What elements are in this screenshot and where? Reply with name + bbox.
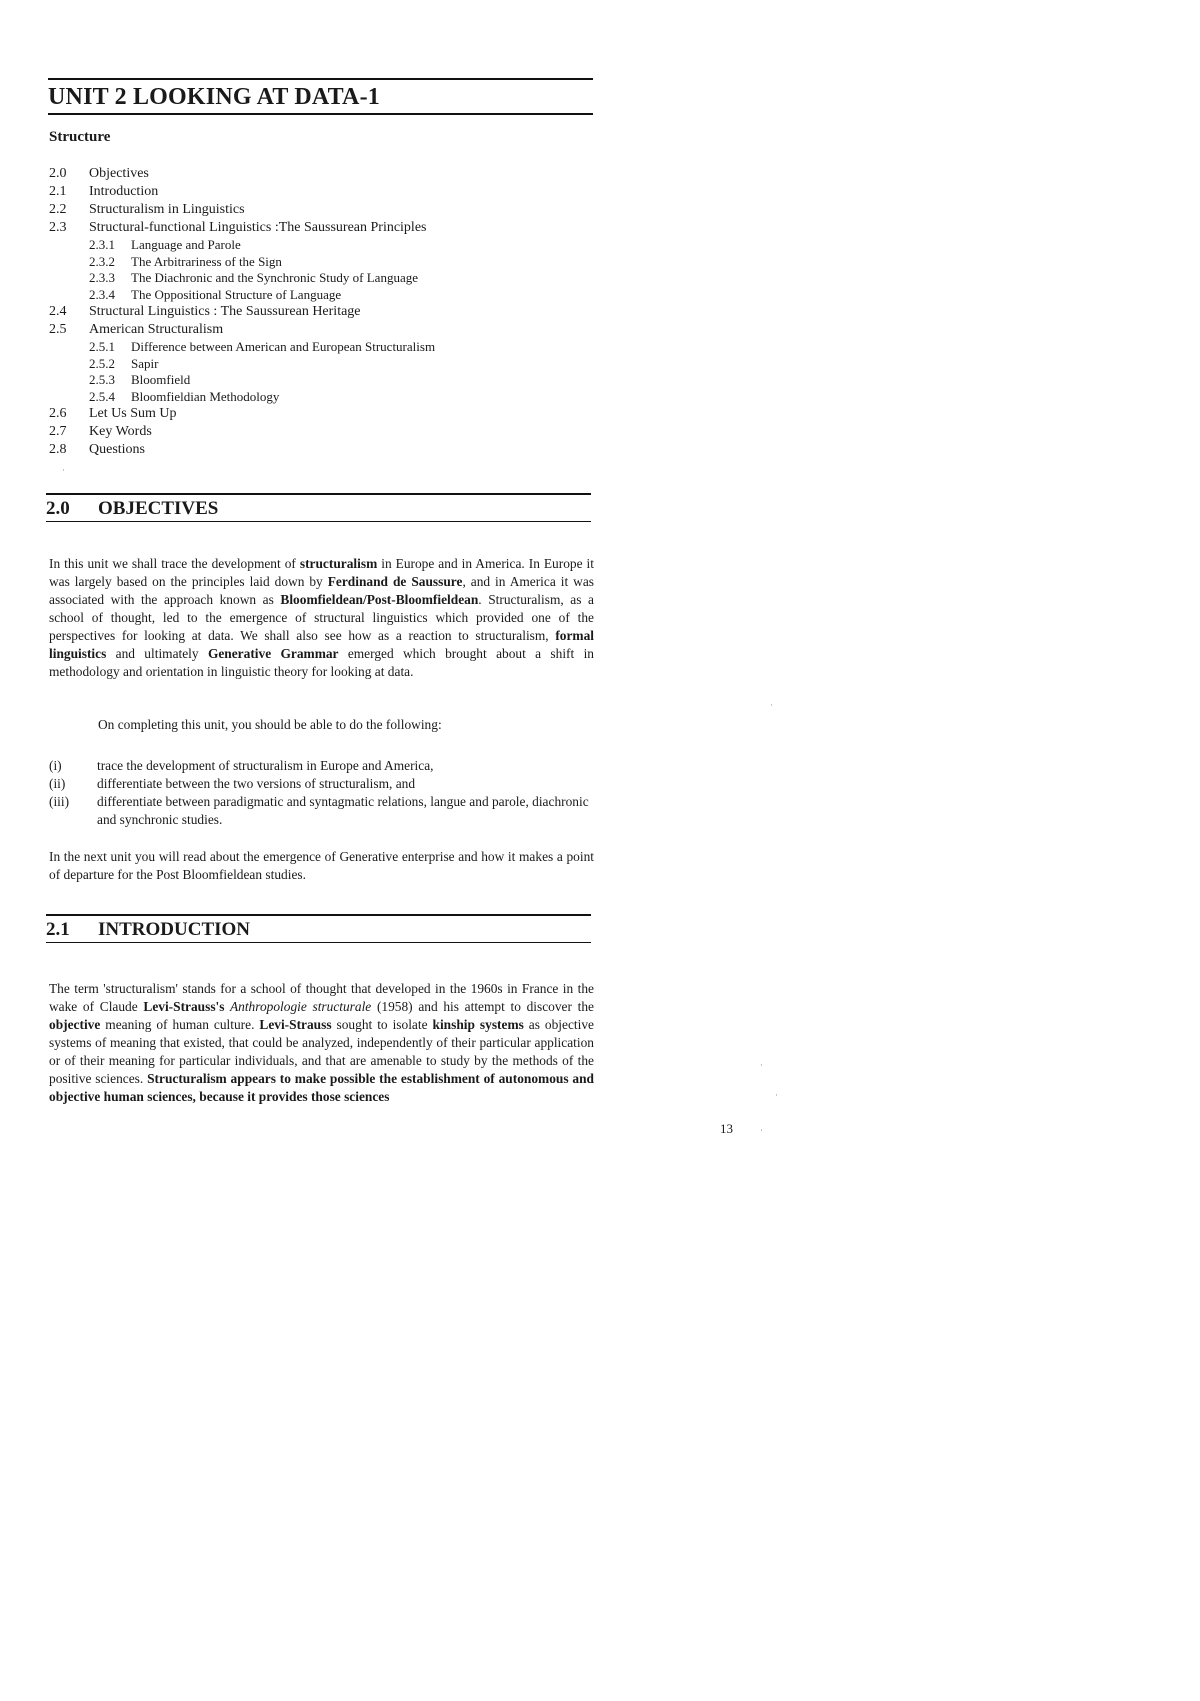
bold-term: Generative Grammar <box>207 646 339 661</box>
page-number: 13 <box>720 1121 733 1136</box>
unit-title: UNIT 2 LOOKING AT DATA-1 <box>48 78 593 115</box>
toc-number: 2.4 <box>49 304 67 319</box>
section-heading-introduction <box>46 914 591 943</box>
toc-label: Key Words <box>89 424 152 439</box>
bold-term: Bloomfieldean/Post-Bloomfieldean <box>280 592 479 607</box>
objectives-paragraph <box>49 555 594 681</box>
scan-speck: · <box>62 465 65 475</box>
toc-label: Introduction <box>89 184 159 199</box>
toc-subitem <box>49 237 609 254</box>
toc-item <box>49 183 609 201</box>
italic-title: Anthropologie structurale <box>224 999 372 1014</box>
scan-speck: · <box>770 700 773 710</box>
next-unit-paragraph: In the next unit you will read about the emergence of Generative enterprise and how it makes a point of departure for the Post Bloomfieldean studies. <box>49 849 594 882</box>
toc-number: 2.5.2 <box>89 355 115 371</box>
toc-subitem <box>49 287 609 304</box>
text-run: meaning of human culture. <box>100 1017 260 1032</box>
bold-term: structuralism <box>299 556 378 571</box>
scan-speck: · <box>760 1125 763 1135</box>
bold-term: Ferdinand de Saussure <box>327 574 463 589</box>
text-run: In this unit we shall trace the development of <box>49 556 300 571</box>
objectives-intro-line: On completing this unit, you should be able to do the following: <box>98 717 442 732</box>
text-run: . Structuralism, as a school of thought, led to the emergence of structural linguistics which provided one of the perspectives for looking at data. We shall also see how as a reaction to structuralism, <box>49 592 594 643</box>
toc-item <box>49 303 609 321</box>
toc-item <box>49 321 609 339</box>
toc-subitem <box>49 356 609 373</box>
toc-label: Structural-functional Linguistics :The Saussurean Principles <box>89 220 427 235</box>
list-text: differentiate between paradigmatic and syntagmatic relations, langue and parole, diachronic and synchronic studies. <box>97 794 589 827</box>
toc-label: The Arbitrariness of the Sign <box>131 253 282 269</box>
bold-term: formal linguistics <box>49 628 594 661</box>
toc-label: The Oppositional Structure of Language <box>131 286 342 302</box>
toc-item <box>49 405 609 423</box>
bold-term: kinship systems <box>432 1017 524 1032</box>
toc-item <box>49 201 609 219</box>
toc-number: 2.2 <box>49 202 67 217</box>
toc-label: Bloomfieldian Methodology <box>131 388 280 404</box>
toc-subitem <box>49 389 609 406</box>
toc-number: 2.3.2 <box>89 253 115 269</box>
text-run: and ultimately <box>106 646 208 661</box>
section-number: 2.1 <box>46 919 70 940</box>
toc-subitem <box>49 254 609 271</box>
toc-number: 2.3.4 <box>89 286 115 302</box>
toc-subitem <box>49 339 609 356</box>
structure-heading: Structure <box>49 129 111 145</box>
toc-number: 2.3.3 <box>89 270 115 285</box>
toc-label: Structural Linguistics : The Saussurean Heritage <box>89 304 361 319</box>
toc-label: Language and Parole <box>131 237 241 252</box>
list-item <box>49 775 594 793</box>
toc-number: 2.3.1 <box>89 237 115 252</box>
objectives-list <box>49 757 594 829</box>
section-heading-objectives <box>46 493 591 522</box>
list-text: trace the development of structuralism in Europe and America, <box>97 758 434 773</box>
toc-label: Objectives <box>89 166 149 181</box>
list-item <box>49 793 594 829</box>
text-run: emerged which brought about a shift in methodology and orientation in linguistic theory for looking at data. <box>49 646 594 679</box>
toc-number: 2.8 <box>49 442 67 457</box>
toc-number: 2.6 <box>49 406 67 421</box>
section-title: OBJECTIVES <box>98 498 219 519</box>
toc-number: 2.3 <box>49 220 67 235</box>
list-marker: (iii) <box>49 794 70 809</box>
toc-label: Structuralism in Linguistics <box>89 202 245 217</box>
list-text: differentiate between the two versions of structuralism, and <box>97 776 416 791</box>
list-marker: (ii) <box>49 776 66 791</box>
toc-label: Let Us Sum Up <box>89 406 177 421</box>
toc-subitem <box>49 270 609 287</box>
toc-item <box>49 441 609 459</box>
toc-number: 2.5 <box>49 322 67 337</box>
toc-label: Difference between American and European Structuralism <box>131 339 436 354</box>
toc-label: Questions <box>89 442 145 457</box>
toc-number: 2.5.4 <box>89 388 115 404</box>
section-title: INTRODUCTION <box>98 919 251 940</box>
toc-item <box>49 165 609 183</box>
text-run: , and in America it was associated with the approach known as <box>49 574 594 607</box>
text-run: as objective systems of meaning that existed, that could be analyzed, independently of their particular application or of their meaning for particular individuals, and that are amenable to study by the methods of the positive sciences. <box>49 1017 594 1086</box>
scan-speck: · <box>760 1060 763 1070</box>
toc-label: Sapir <box>131 355 159 371</box>
text-run: (1958) and his attempt to discover the <box>371 999 594 1014</box>
bold-term: Levi-Strauss <box>259 1017 332 1032</box>
bold-term: Levi-Strauss's <box>143 999 225 1014</box>
section-number: 2.0 <box>46 498 70 519</box>
list-item <box>49 757 594 775</box>
introduction-paragraph <box>49 980 594 1106</box>
toc-subitem <box>49 372 609 389</box>
toc-item <box>49 219 609 237</box>
table-of-contents <box>49 165 609 459</box>
toc-number: 2.7 <box>49 424 67 439</box>
list-marker: (i) <box>49 758 62 773</box>
bold-term: Structuralism appears to make possible the establishment of autonomous and objective human sciences, because it provides those sciences <box>49 1071 595 1104</box>
toc-number: 2.1 <box>49 184 67 199</box>
text-run: in Europe and in America. In Europe it was largely based on the principles laid down by <box>49 556 594 589</box>
toc-label: The Diachronic and the Synchronic Study of Language <box>131 270 418 285</box>
text-run: The term 'structuralism' stands for a school of thought that developed in the 1960s in France in the wake of Claude <box>49 981 594 1014</box>
toc-number: 2.0 <box>49 166 67 181</box>
scan-speck: · <box>775 1090 778 1100</box>
toc-number: 2.5.1 <box>89 339 115 354</box>
toc-number: 2.5.3 <box>89 372 115 387</box>
bold-term: objective <box>49 1017 101 1032</box>
toc-label: Bloomfield <box>131 372 191 387</box>
toc-label: American Structuralism <box>89 322 224 337</box>
text-run: sought to isolate <box>331 1017 433 1032</box>
toc-item <box>49 423 609 441</box>
